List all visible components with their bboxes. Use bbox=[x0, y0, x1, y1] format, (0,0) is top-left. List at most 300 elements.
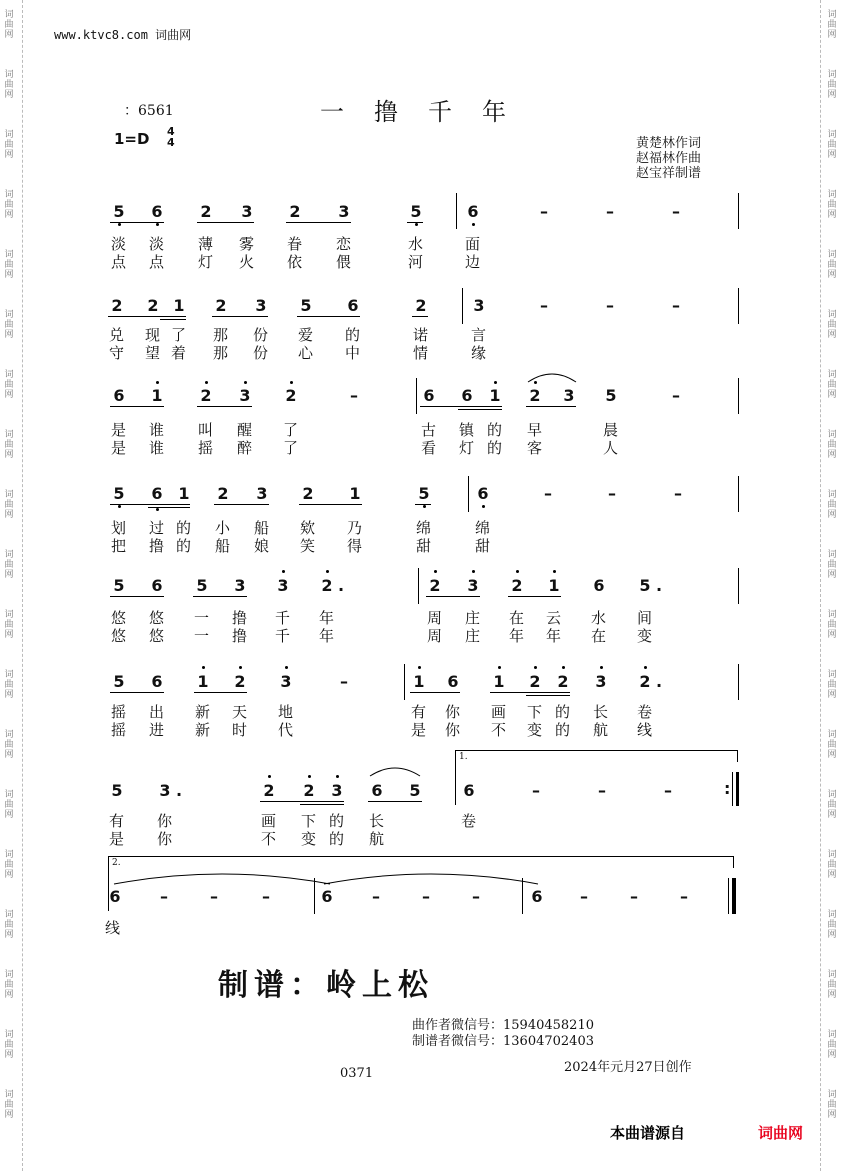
high-octave-dot bbox=[336, 775, 339, 778]
lyric-syllable: 言 bbox=[471, 326, 487, 344]
watermark-text: 词 曲 网 bbox=[827, 70, 837, 100]
watermark-text: 词 曲 网 bbox=[827, 250, 837, 280]
barline bbox=[738, 288, 739, 324]
lyric-syllable: 长 bbox=[593, 703, 609, 721]
lyric-syllable: 的 bbox=[555, 703, 571, 721]
lyric-syllable: 恋 bbox=[336, 235, 352, 253]
lyric-syllable: 乃 bbox=[347, 519, 363, 537]
lyric-syllable: 淡 bbox=[149, 235, 165, 253]
lyric-syllable: 甜 bbox=[416, 537, 432, 555]
lyric-syllable: 河 bbox=[408, 253, 424, 271]
sixteenth-beam bbox=[148, 507, 190, 508]
note: 2 bbox=[234, 672, 246, 691]
note: 1 bbox=[493, 672, 505, 691]
credits bbox=[636, 136, 701, 181]
eighth-beam bbox=[286, 222, 351, 223]
volta-1-bracket bbox=[455, 750, 456, 805]
high-octave-dot bbox=[205, 381, 208, 384]
barline bbox=[522, 878, 523, 914]
note: 1 bbox=[489, 386, 501, 405]
lyric-syllable: 千 bbox=[275, 609, 291, 627]
dotted-note-dot: . bbox=[338, 576, 345, 595]
note: 3 bbox=[338, 202, 350, 221]
note: 5 bbox=[605, 386, 617, 405]
note: 3 bbox=[467, 576, 479, 595]
lyric-syllable: 是 bbox=[111, 421, 127, 439]
lyric-syllable: 的 bbox=[176, 537, 192, 555]
eighth-beam bbox=[110, 504, 190, 505]
watermark-text: 词 曲 网 bbox=[4, 250, 14, 280]
lyric-syllable: 欸 bbox=[300, 519, 316, 537]
lyric-syllable: 画 bbox=[261, 812, 277, 830]
extension-dash: – bbox=[672, 202, 680, 221]
eighth-beam bbox=[407, 222, 423, 223]
eighth-beam bbox=[194, 692, 247, 693]
lyric-syllable: 份 bbox=[253, 326, 269, 344]
lyric-syllable: 悠 bbox=[149, 609, 165, 627]
note: 3 bbox=[234, 576, 246, 595]
low-octave-dot bbox=[156, 508, 159, 511]
high-octave-dot bbox=[156, 381, 159, 384]
lyricist: 黄楚林作词 bbox=[636, 136, 702, 151]
dotted-note-dot: . bbox=[656, 576, 663, 595]
extension-dash: – bbox=[672, 386, 680, 405]
watermark-text: 词 曲 网 bbox=[4, 10, 14, 40]
eighth-beam bbox=[108, 316, 186, 317]
lyric-syllable: 一 bbox=[194, 627, 210, 645]
extension-dash: – bbox=[544, 484, 552, 503]
low-octave-dot bbox=[415, 223, 418, 226]
watermark-text: 词 曲 网 bbox=[827, 10, 837, 40]
note: 1 bbox=[178, 484, 190, 503]
watermark-text: 词 曲 网 bbox=[4, 550, 14, 580]
note: 5 bbox=[410, 202, 422, 221]
note: 3 bbox=[239, 386, 251, 405]
extension-dash: – bbox=[422, 887, 430, 906]
lyric-syllable: 火 bbox=[239, 253, 255, 271]
note: 6 bbox=[447, 672, 459, 691]
lyric-syllable: 悠 bbox=[149, 627, 165, 645]
note: 1 bbox=[413, 672, 425, 691]
note: 3 bbox=[595, 672, 607, 691]
lyric-syllable: 谁 bbox=[149, 421, 165, 439]
lyric-syllable: 卷 bbox=[461, 812, 477, 830]
lyric-syllable: 航 bbox=[369, 830, 385, 848]
lyric-syllable: 庄 bbox=[465, 609, 481, 627]
note: 5 bbox=[113, 484, 125, 503]
lyric-syllable: 新 bbox=[195, 721, 211, 739]
high-octave-dot bbox=[600, 666, 603, 669]
lyric-syllable: 在 bbox=[509, 609, 525, 627]
barline bbox=[314, 878, 315, 914]
lyric-syllable: 是 bbox=[109, 830, 125, 848]
eighth-beam bbox=[297, 316, 360, 317]
note: 2 bbox=[215, 296, 227, 315]
lyric-syllable: 悠 bbox=[111, 609, 127, 627]
high-octave-dot bbox=[434, 570, 437, 573]
lyric-syllable: 一 bbox=[194, 609, 210, 627]
lyric-syllable: 年 bbox=[546, 627, 562, 645]
lyric-syllable: 不 bbox=[261, 830, 277, 848]
song-title: 一撸千年 bbox=[320, 98, 536, 126]
watermark-text: 词 曲 网 bbox=[4, 370, 14, 400]
lyric-syllable: 是 bbox=[111, 439, 127, 457]
watermark-text: 词 曲 网 bbox=[827, 1090, 837, 1120]
watermark-text: 词 曲 网 bbox=[4, 190, 14, 220]
note: 2 bbox=[529, 386, 541, 405]
lyric-syllable: 守 bbox=[109, 344, 125, 362]
high-octave-dot bbox=[326, 570, 329, 573]
high-octave-dot bbox=[472, 570, 475, 573]
lyric-syllable: 水 bbox=[408, 235, 424, 253]
lyric-syllable: 那 bbox=[213, 326, 229, 344]
watermark-text: 词 曲 网 bbox=[827, 850, 837, 880]
note: 6 bbox=[467, 202, 479, 221]
eighth-beam bbox=[490, 692, 570, 693]
barline bbox=[456, 193, 457, 229]
lyric-syllable: 年 bbox=[509, 627, 525, 645]
eighth-beam bbox=[110, 406, 164, 407]
high-octave-dot bbox=[239, 666, 242, 669]
note: 6 bbox=[151, 576, 163, 595]
volta-1-line bbox=[455, 750, 738, 751]
eighth-beam bbox=[508, 596, 561, 597]
extension-dash: – bbox=[680, 887, 688, 906]
lyric-syllable: 在 bbox=[591, 627, 607, 645]
extension-dash: – bbox=[580, 887, 588, 906]
lyric-syllable: 的 bbox=[487, 439, 503, 457]
note: 6 bbox=[347, 296, 359, 315]
lyric-syllable: 水 bbox=[591, 609, 607, 627]
high-octave-dot bbox=[418, 666, 421, 669]
high-octave-dot bbox=[282, 570, 285, 573]
lyric-syllable: 醒 bbox=[237, 421, 253, 439]
lyric-syllable: 有 bbox=[109, 812, 125, 830]
watermark-text: 词 曲 网 bbox=[4, 730, 14, 760]
time-sig-bottom: 4 bbox=[167, 136, 175, 149]
final-barline-thin bbox=[728, 878, 729, 914]
lyric-syllable: 薄 bbox=[198, 235, 214, 253]
eighth-beam bbox=[368, 801, 422, 802]
eighth-beam bbox=[212, 316, 268, 317]
note: 2 bbox=[111, 296, 123, 315]
note: 2 bbox=[200, 386, 212, 405]
lyric-syllable: 晨 bbox=[603, 421, 619, 439]
eighth-beam bbox=[193, 596, 247, 597]
high-octave-dot bbox=[553, 570, 556, 573]
lyric-syllable: 船 bbox=[254, 519, 270, 537]
tie-slur bbox=[526, 370, 578, 384]
note: 5 bbox=[113, 202, 125, 221]
lyric-syllable: 云 bbox=[546, 609, 562, 627]
high-octave-dot bbox=[202, 666, 205, 669]
lyric-syllable: 年 bbox=[319, 627, 335, 645]
high-octave-dot bbox=[498, 666, 501, 669]
note: 3 bbox=[241, 202, 253, 221]
lyric-syllable: 有 bbox=[411, 703, 427, 721]
lyric-syllable: 淡 bbox=[111, 235, 127, 253]
watermark-text: 词 曲 网 bbox=[4, 70, 14, 100]
repeat-barline-thin bbox=[732, 772, 733, 806]
note: 3 bbox=[331, 781, 343, 800]
high-octave-dot bbox=[644, 666, 647, 669]
lyric-syllable: 中 bbox=[345, 344, 361, 362]
tie-slur bbox=[322, 870, 540, 886]
lyric-syllable: 爱 bbox=[298, 326, 314, 344]
watermark-text: 词 曲 网 bbox=[827, 1030, 837, 1060]
watermark-text: 词 曲 网 bbox=[827, 310, 837, 340]
extension-dash: – bbox=[606, 202, 614, 221]
lyric-syllable: 下 bbox=[301, 812, 317, 830]
eighth-beam bbox=[110, 692, 164, 693]
lyric-syllable: 天 bbox=[232, 703, 248, 721]
note: 2 bbox=[429, 576, 441, 595]
note: 2 bbox=[302, 484, 314, 503]
watermark-text: 词 曲 网 bbox=[4, 130, 14, 160]
extension-dash: – bbox=[608, 484, 616, 503]
composition-date: 2024年元月27日创作 bbox=[564, 1060, 692, 1075]
lyric-syllable: 兑 bbox=[109, 326, 125, 344]
extension-dash: – bbox=[160, 887, 168, 906]
extension-dash: – bbox=[340, 672, 348, 691]
watermark-text: 词 曲 网 bbox=[827, 670, 837, 700]
lyric-syllable: 的 bbox=[176, 519, 192, 537]
note: 2 bbox=[639, 672, 651, 691]
watermark-text: 词 曲 网 bbox=[4, 1030, 14, 1060]
lyric-syllable: 心 bbox=[298, 344, 314, 362]
note: 2 bbox=[303, 781, 315, 800]
repeat-barline-thick bbox=[736, 772, 739, 806]
watermark-text: 词 曲 网 bbox=[4, 850, 14, 880]
lyric-syllable: 的 bbox=[555, 721, 571, 739]
lyric-syllable: 醉 bbox=[237, 439, 253, 457]
barline bbox=[468, 476, 469, 512]
lyric-syllable: 叫 bbox=[198, 421, 214, 439]
lyric-syllable: 份 bbox=[253, 344, 269, 362]
lyric-syllable: 下 bbox=[527, 703, 543, 721]
eighth-beam bbox=[214, 504, 269, 505]
extension-dash: – bbox=[350, 386, 358, 405]
note: 2 bbox=[285, 386, 297, 405]
note: 6 bbox=[109, 887, 121, 906]
sixteenth-beam bbox=[300, 804, 344, 805]
note: 2 bbox=[321, 576, 333, 595]
key-signature: 1=D bbox=[114, 130, 150, 148]
lyric-syllable: 那 bbox=[213, 344, 229, 362]
lyric-syllable: 代 bbox=[278, 721, 294, 739]
lyric-syllable: 客 bbox=[527, 439, 543, 457]
lyric-syllable: 边 bbox=[465, 253, 481, 271]
lyric-syllable: 的 bbox=[329, 830, 345, 848]
note: 3 bbox=[256, 484, 268, 503]
barline bbox=[738, 476, 739, 512]
lyric-syllable: 人 bbox=[603, 439, 619, 457]
note: 6 bbox=[593, 576, 605, 595]
arranger-signature: 制谱：岭上松 bbox=[218, 968, 434, 1003]
lyric-syllable: 点 bbox=[149, 253, 165, 271]
note: 3 bbox=[473, 296, 485, 315]
lyric-syllable: 划 bbox=[111, 519, 127, 537]
lyric-syllable: 摇 bbox=[111, 703, 127, 721]
lyric-syllable: 摇 bbox=[198, 439, 214, 457]
lyric-syllable: 悠 bbox=[111, 627, 127, 645]
note: 6 bbox=[151, 672, 163, 691]
lyric-syllable: 望 bbox=[145, 344, 161, 362]
extension-dash: – bbox=[606, 296, 614, 315]
high-octave-dot bbox=[516, 570, 519, 573]
low-octave-dot bbox=[156, 223, 159, 226]
lyric-syllable: 的 bbox=[345, 326, 361, 344]
watermark-text: 词 曲 网 bbox=[827, 970, 837, 1000]
lyric-syllable: 绵 bbox=[416, 519, 432, 537]
lyric-syllable: 长 bbox=[369, 812, 385, 830]
barline bbox=[404, 664, 405, 700]
lyric-syllable: 现 bbox=[145, 326, 161, 344]
lyric-syllable: 偎 bbox=[336, 253, 352, 271]
arranger-wechat: 制谱者微信号：13604702403 bbox=[412, 1034, 594, 1049]
lyric-syllable: 了 bbox=[283, 439, 299, 457]
eighth-beam bbox=[420, 406, 502, 407]
note: 6 bbox=[371, 781, 383, 800]
lyric-syllable: 了 bbox=[283, 421, 299, 439]
extension-dash: – bbox=[540, 202, 548, 221]
high-octave-dot bbox=[562, 666, 565, 669]
composer-wechat: 曲作者微信号：15940458210 bbox=[412, 1018, 594, 1033]
lyric-syllable: 古 bbox=[421, 421, 437, 439]
note: 6 bbox=[461, 386, 473, 405]
volta-2-label: 2. bbox=[112, 858, 121, 868]
note: 6 bbox=[463, 781, 475, 800]
lyric-syllable: 甜 bbox=[475, 537, 491, 555]
watermark-text: 词 曲 网 bbox=[827, 550, 837, 580]
lyric-syllable: 的 bbox=[329, 812, 345, 830]
note: 3 bbox=[255, 296, 267, 315]
watermark-text: 词 曲 网 bbox=[4, 1090, 14, 1120]
eighth-beam bbox=[110, 596, 164, 597]
note: 6 bbox=[321, 887, 333, 906]
eighth-beam bbox=[197, 406, 252, 407]
tie-slur bbox=[112, 870, 332, 886]
site-url[interactable]: www.ktvc8.com 词曲网 bbox=[54, 28, 192, 42]
source-label: 本曲谱源自 bbox=[610, 1124, 686, 1142]
lyric-syllable: 灯 bbox=[459, 439, 475, 457]
note: 3 bbox=[563, 386, 575, 405]
note: 2 bbox=[415, 296, 427, 315]
extension-dash: – bbox=[672, 296, 680, 315]
eighth-beam bbox=[197, 222, 254, 223]
page-code: 0371 bbox=[340, 1066, 374, 1081]
final-barline-thick bbox=[732, 878, 736, 914]
note: 2 bbox=[511, 576, 523, 595]
lyric-final: 线 bbox=[105, 919, 121, 937]
lyric-syllable: 眷 bbox=[287, 235, 303, 253]
lyric-syllable: 年 bbox=[319, 609, 335, 627]
low-octave-dot bbox=[482, 505, 485, 508]
repeat-dots: : bbox=[724, 779, 731, 798]
composer: 赵福林作曲 bbox=[636, 151, 702, 166]
lyric-syllable: 卷 bbox=[637, 703, 653, 721]
source-site-link[interactable]: 词曲网 bbox=[758, 1124, 804, 1142]
volta-1-end bbox=[737, 750, 738, 762]
volta-1-label: 1. bbox=[459, 752, 468, 762]
extension-dash: – bbox=[210, 887, 218, 906]
note: 5 bbox=[409, 781, 421, 800]
note: 6 bbox=[477, 484, 489, 503]
note: 2 bbox=[200, 202, 212, 221]
volta-2-line bbox=[108, 856, 734, 857]
eighth-beam bbox=[415, 504, 431, 505]
sixteenth-beam bbox=[458, 409, 502, 410]
extension-dash: – bbox=[674, 484, 682, 503]
note: 5 bbox=[111, 781, 123, 800]
high-octave-dot bbox=[244, 381, 247, 384]
arranger: 赵宝祥制谱 bbox=[636, 166, 702, 181]
note: 1 bbox=[548, 576, 560, 595]
high-octave-dot bbox=[285, 666, 288, 669]
barline bbox=[416, 378, 417, 414]
high-octave-dot bbox=[494, 381, 497, 384]
time-sig-top: 4 bbox=[167, 125, 175, 138]
extension-dash: – bbox=[472, 887, 480, 906]
note: 6 bbox=[113, 386, 125, 405]
watermark-text: 词 曲 网 bbox=[4, 490, 14, 520]
lyric-syllable: 把 bbox=[111, 537, 127, 555]
lyric-syllable: 变 bbox=[527, 721, 543, 739]
lyric-syllable: 时 bbox=[232, 721, 248, 739]
note: 2 bbox=[263, 781, 275, 800]
note: 5 bbox=[300, 296, 312, 315]
watermark-text: 词 曲 网 bbox=[827, 730, 837, 760]
extension-dash: – bbox=[372, 887, 380, 906]
eighth-beam bbox=[426, 596, 480, 597]
barline bbox=[738, 664, 739, 700]
lyric-syllable: 点 bbox=[111, 253, 127, 271]
lyric-syllable: 间 bbox=[637, 609, 653, 627]
lyric-syllable: 面 bbox=[465, 235, 481, 253]
lyric-syllable: 地 bbox=[278, 703, 294, 721]
lyric-syllable: 缘 bbox=[471, 344, 487, 362]
note: 5 bbox=[418, 484, 430, 503]
extension-dash: – bbox=[664, 781, 672, 800]
lyric-syllable: 周 bbox=[427, 627, 443, 645]
lyric-syllable: 撸 bbox=[232, 609, 248, 627]
lyric-syllable: 你 bbox=[445, 703, 461, 721]
lyric-syllable: 灯 bbox=[198, 253, 214, 271]
watermark-text: 词 曲 网 bbox=[827, 370, 837, 400]
watermark-text: 词 曲 网 bbox=[827, 130, 837, 160]
tie-slur bbox=[368, 764, 422, 778]
low-octave-dot bbox=[118, 505, 121, 508]
note: 5 bbox=[113, 672, 125, 691]
watermark-text: 词 曲 网 bbox=[827, 910, 837, 940]
lyric-syllable: 看 bbox=[421, 439, 437, 457]
low-octave-dot bbox=[423, 505, 426, 508]
eighth-beam bbox=[299, 504, 362, 505]
extension-dash: – bbox=[540, 296, 548, 315]
watermark-text: 词 曲 网 bbox=[4, 970, 14, 1000]
lyric-syllable: 你 bbox=[445, 721, 461, 739]
lyric-syllable: 娘 bbox=[254, 537, 270, 555]
high-octave-dot bbox=[308, 775, 311, 778]
note: 3 bbox=[159, 781, 171, 800]
note: 5 bbox=[196, 576, 208, 595]
lyric-syllable: 谁 bbox=[149, 439, 165, 457]
extension-dash: – bbox=[630, 887, 638, 906]
lyric-syllable: 小 bbox=[215, 519, 231, 537]
lyric-syllable: 是 bbox=[411, 721, 427, 739]
note: 6 bbox=[151, 484, 163, 503]
lyric-syllable: 变 bbox=[301, 830, 317, 848]
